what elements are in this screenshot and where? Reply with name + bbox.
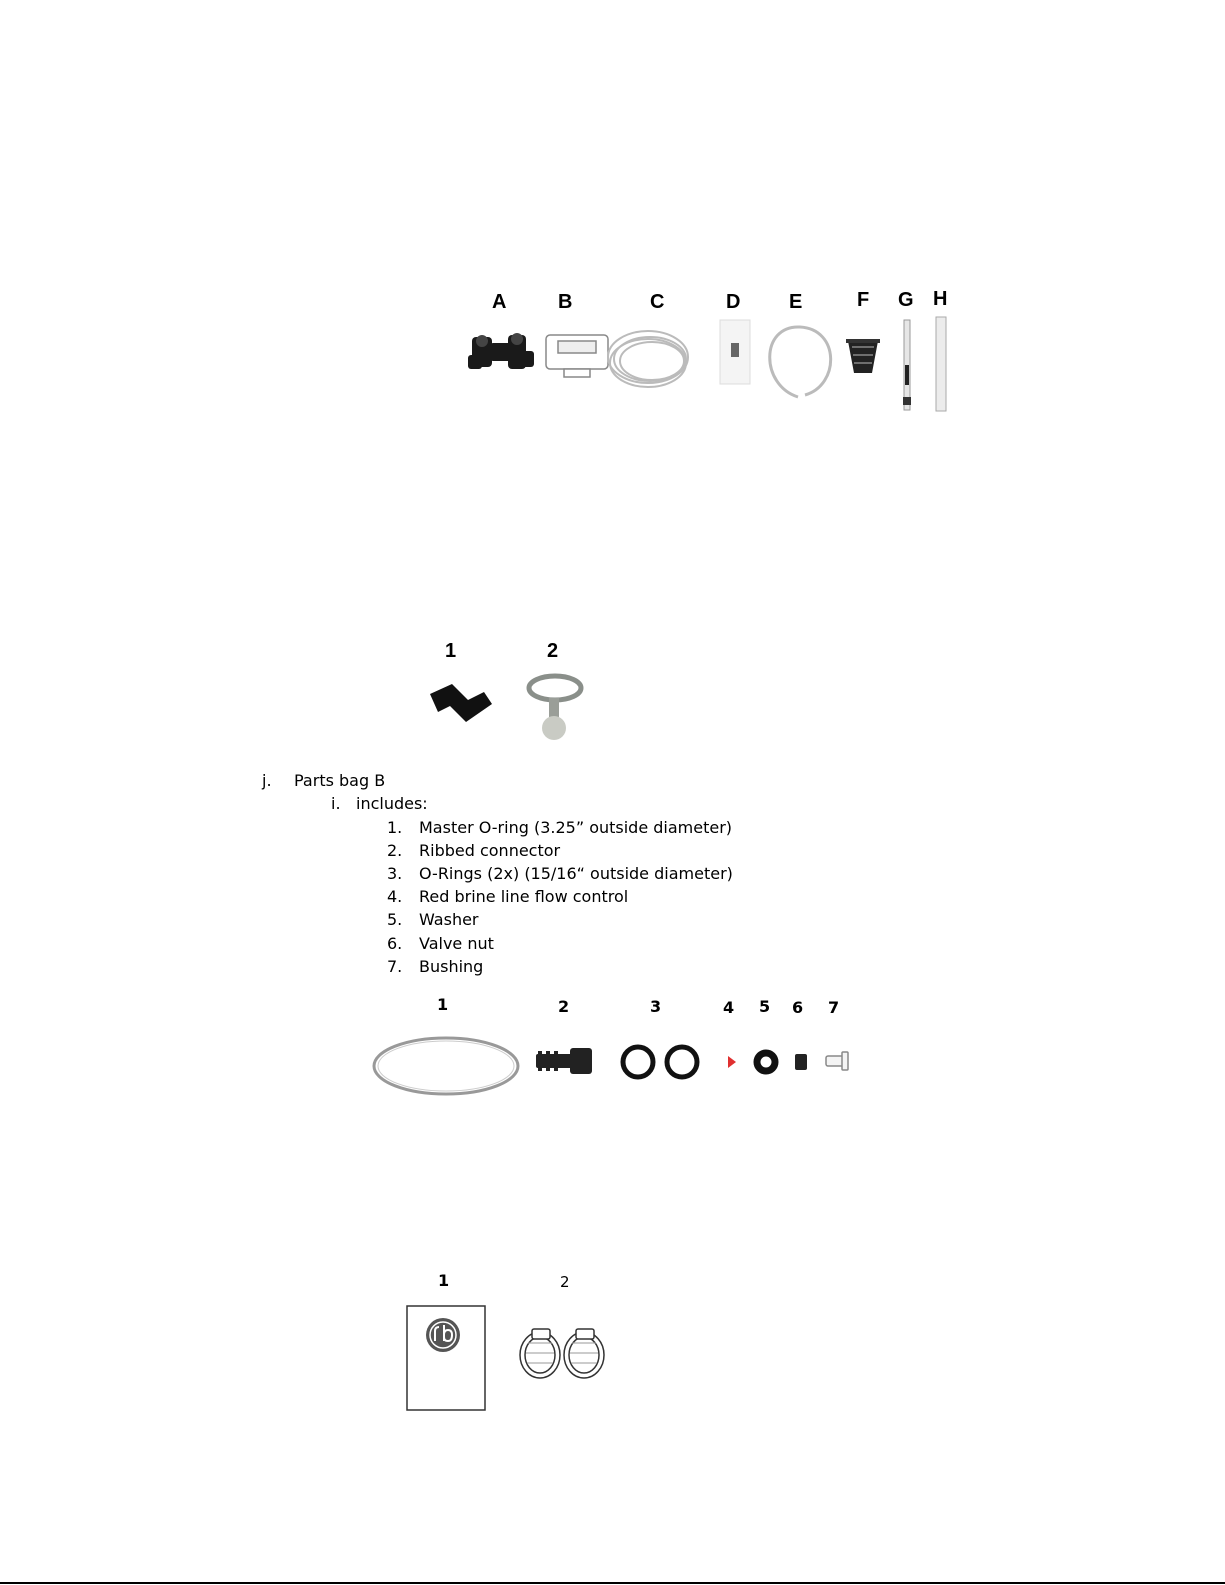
elbow-fitting-image (430, 684, 492, 722)
manual-booklet-image (407, 1306, 485, 1410)
parts-illustration-4 (404, 1303, 614, 1413)
ring-tool-image (529, 676, 581, 740)
list-subheading-includes: includes: (356, 794, 428, 813)
figure2-label-1: 1 (445, 640, 457, 662)
figure-label-e: E (789, 291, 803, 313)
list-item-text: Valve nut (419, 934, 494, 953)
list-item-number: 3. (387, 864, 403, 883)
parts-illustration-3 (360, 1030, 860, 1105)
figure4-label-2: 2 (560, 1273, 570, 1291)
bushing-image (826, 1052, 848, 1070)
control-head-image (546, 335, 608, 377)
list-item-number: 5. (387, 910, 403, 929)
list-marker-i: i. (331, 794, 341, 813)
page-bottom-rule (0, 1582, 1225, 1584)
hose-clamp-image (564, 1329, 604, 1378)
figure3-label-2: 2 (558, 997, 570, 1016)
o-ring-image (667, 1047, 697, 1077)
figure4-label-1: 1 (438, 1271, 450, 1290)
o-ring-image (623, 1047, 653, 1077)
list-item-number: 1. (387, 818, 403, 837)
list-item-number: 4. (387, 887, 403, 906)
strainer-basket-image (846, 339, 880, 373)
washer-image (757, 1053, 775, 1071)
drain-line-image (770, 327, 831, 397)
figure3-label-7: 7 (828, 998, 840, 1017)
list-item-text: Washer (419, 910, 479, 929)
list-item-number: 2. (387, 841, 403, 860)
hose-clamp-image (520, 1329, 560, 1378)
figure-label-a: A (492, 291, 507, 313)
list-item-number: 6. (387, 934, 403, 953)
list-heading-parts-bag-b: Parts bag B (294, 771, 386, 790)
tubing-coil-image (608, 331, 688, 387)
figure3-label-1: 1 (437, 995, 449, 1014)
list-item-text: Ribbed connector (419, 841, 561, 860)
figure-label-b: B (558, 291, 573, 313)
figure-label-h: H (933, 288, 948, 310)
ribbed-connector-image (536, 1048, 592, 1074)
figure-label-c: C (650, 291, 665, 313)
instruction-card-image (720, 320, 750, 384)
master-o-ring-image (374, 1038, 518, 1094)
figure3-label-5: 5 (759, 997, 771, 1016)
figure3-label-3: 3 (650, 997, 662, 1016)
parts-illustration-2 (420, 670, 620, 750)
figure-label-g: G (898, 289, 914, 311)
figure3-label-4: 4 (723, 998, 735, 1017)
pipe-image (936, 317, 946, 411)
figure3-label-6: 6 (792, 998, 804, 1017)
list-item-number: 7. (387, 957, 403, 976)
figure-label-f: F (857, 289, 870, 311)
valve-nut-image (795, 1054, 807, 1070)
list-item-text: Bushing (419, 957, 484, 976)
flow-control-image (728, 1056, 736, 1068)
list-item-text: Red brine line flow control (419, 887, 629, 906)
bypass-valve-image (468, 333, 534, 369)
list-item-text: Master O-ring (3.25” outside diameter) (419, 818, 733, 837)
figure-label-d: D (726, 291, 741, 313)
riser-tube-image (903, 320, 911, 410)
parts-illustration-a-h (460, 315, 960, 415)
list-item-text: O-Rings (2x) (15/16“ outside diameter) (419, 864, 733, 883)
list-marker-j: j. (262, 771, 272, 790)
figure2-label-2: 2 (547, 640, 559, 662)
